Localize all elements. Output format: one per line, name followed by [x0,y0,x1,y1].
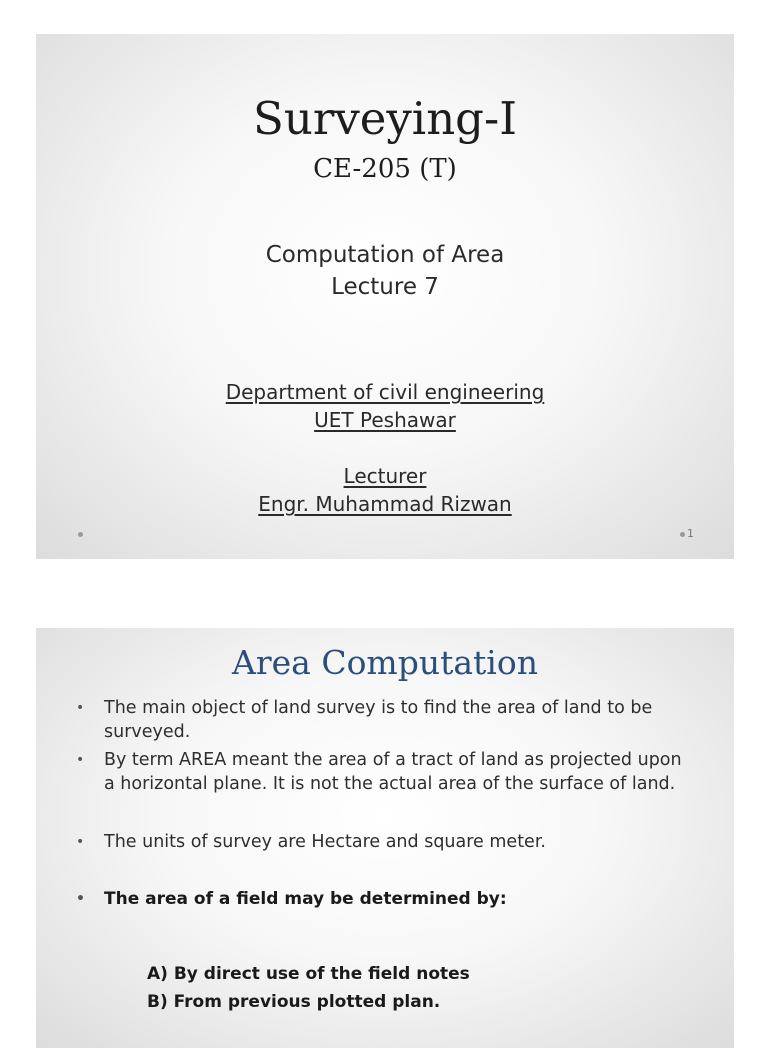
slide-1 [36,34,734,559]
slide-2 [36,628,734,1048]
course-code: CE-205 (T) [313,154,457,184]
list-item: • The main object of land survey is to find the area of land to be surveyed. [76,698,653,742]
list-item: • The units of survey are Hectare and square meter. [76,832,546,852]
bullet-icon: • [76,891,85,907]
sub-item: B) From previous plotted plan. [147,992,441,1012]
list-item: • By term AREA meant the area of a tract of land as projected upon a horizontal plane. It is not the actual area of the surface of land. [76,750,682,794]
bullet-icon: • [76,752,85,768]
bullet-list [76,696,696,911]
department-block [36,378,734,434]
sub-list [147,960,470,1016]
lecturer-label: Lecturer [343,464,427,488]
list-item: • The area of a field may be determined by: [76,889,507,909]
department-name: Department of civil engineering [225,380,545,404]
slide-title: Area Computation [232,643,538,682]
slide-title: Surveying-I [253,92,517,145]
page-number: 1 [687,527,694,540]
topic-line: Computation of Area [265,242,505,268]
bullet-icon: • [76,834,85,850]
footer-dot-left [78,532,83,537]
lecture-topic [36,239,734,303]
lecture-number: Lecture 7 [331,274,439,300]
lecturer-block [36,462,734,518]
sub-item: A) By direct use of the field notes [147,964,470,984]
university-name: UET Peshawar [314,408,456,432]
bullet-icon: • [76,700,85,716]
lecturer-name: Engr. Muhammad Rizwan [258,492,512,516]
footer-dot-right [680,532,685,537]
